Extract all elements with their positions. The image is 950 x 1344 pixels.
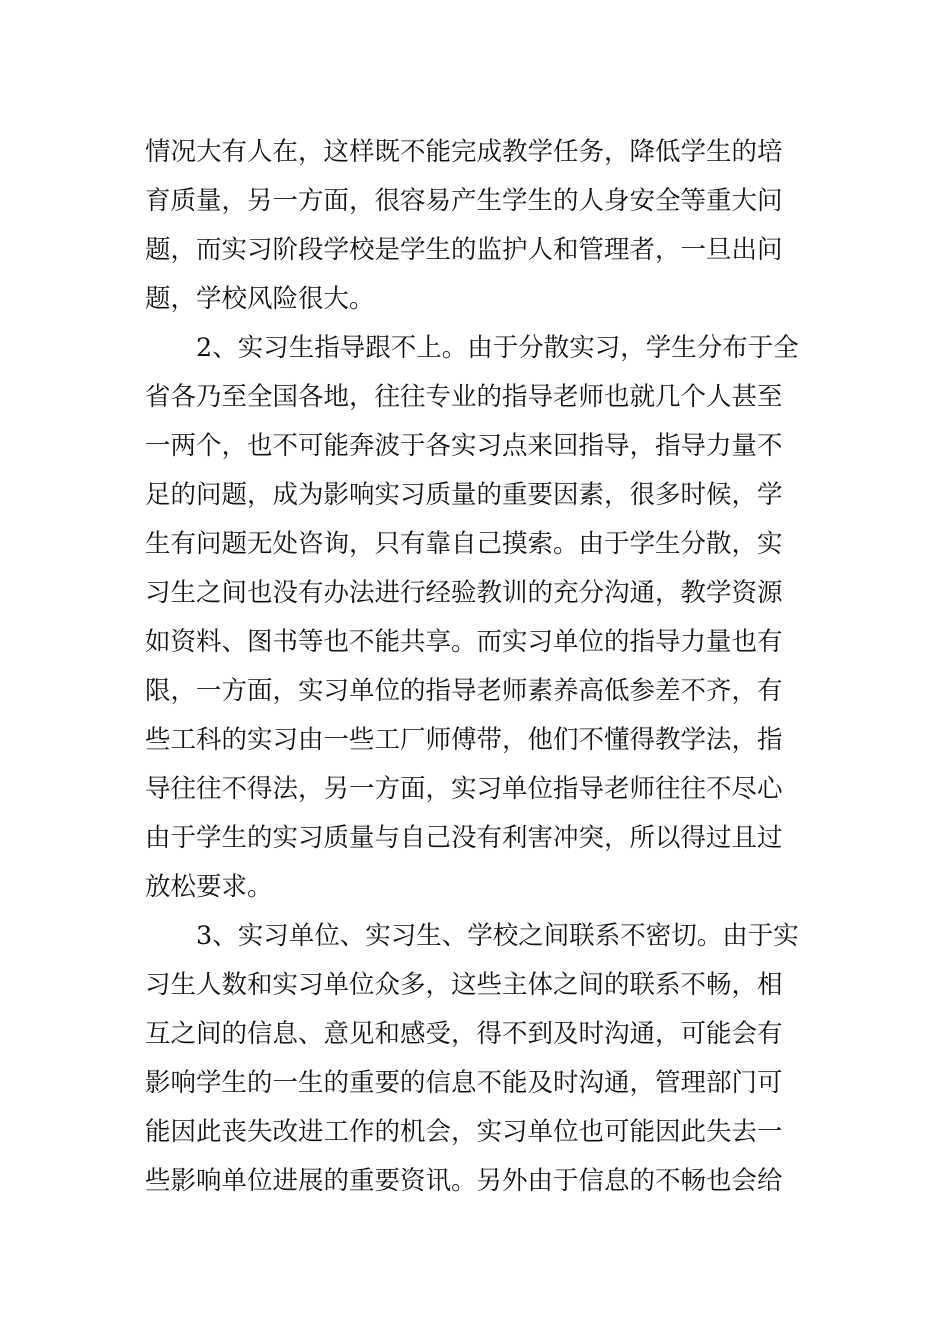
text-line: 2、实习生指导跟不上。由于分散实习，学生分布于全 bbox=[145, 333, 799, 363]
text-line: 省各乃至全国各地，往往专业的指导老师也就几个人甚至 bbox=[145, 382, 783, 412]
text-line: 互之间的信息、意见和感受，得不到及时沟通，可能会有 bbox=[145, 1019, 783, 1049]
text-line: 生有问题无处咨询，只有靠自己摸索。由于学生分散，实 bbox=[145, 529, 783, 559]
text-line: 足的问题，成为影响实习质量的重要因素，很多时候，学 bbox=[145, 480, 783, 510]
text-line: 些工科的实习由一些工厂师傅带，他们不懂得教学法，指 bbox=[145, 725, 783, 755]
body-text bbox=[145, 128, 809, 1206]
text-line: 育质量，另一方面，很容易产生学生的人身安全等重大问 bbox=[145, 186, 783, 216]
text-line: 情况大有人在，这样既不能完成教学任务，降低学生的培 bbox=[145, 137, 783, 167]
text-line: 题，而实习阶段学校是学生的监护人和管理者，一旦出问 bbox=[145, 235, 783, 265]
text-line: 题，学校风险很大。 bbox=[145, 284, 375, 314]
text-line: 限，一方面，实习单位的指导老师素养高低参差不齐，有 bbox=[145, 676, 783, 706]
text-line: 导往往不得法，另一方面，实习单位指导老师往往不尽心 bbox=[145, 774, 783, 804]
text-line: 一两个，也不可能奔波于各实习点来回指导，指导力量不 bbox=[145, 431, 783, 461]
text-line: 能因此丧失改进工作的机会，实习单位也可能因此失去一 bbox=[145, 1117, 783, 1147]
text-line: 放松要求。 bbox=[145, 872, 273, 902]
text-line: 习生人数和实习单位众多，这些主体之间的联系不畅，相 bbox=[145, 970, 783, 1000]
text-line: 影响学生的一生的重要的信息不能及时沟通，管理部门可 bbox=[145, 1068, 783, 1098]
text-line: 些影响单位进展的重要资讯。另外由于信息的不畅也会给 bbox=[145, 1166, 783, 1196]
text-line: 由于学生的实习质量与自己没有利害冲突，所以得过且过 bbox=[145, 823, 783, 853]
text-line: 习生之间也没有办法进行经验教训的充分沟通，教学资源 bbox=[145, 578, 783, 608]
text-line: 如资料、图书等也不能共享。而实习单位的指导力量也有 bbox=[145, 627, 783, 657]
text-line: 3、实习单位、实习生、学校之间联系不密切。由于实 bbox=[145, 921, 799, 951]
